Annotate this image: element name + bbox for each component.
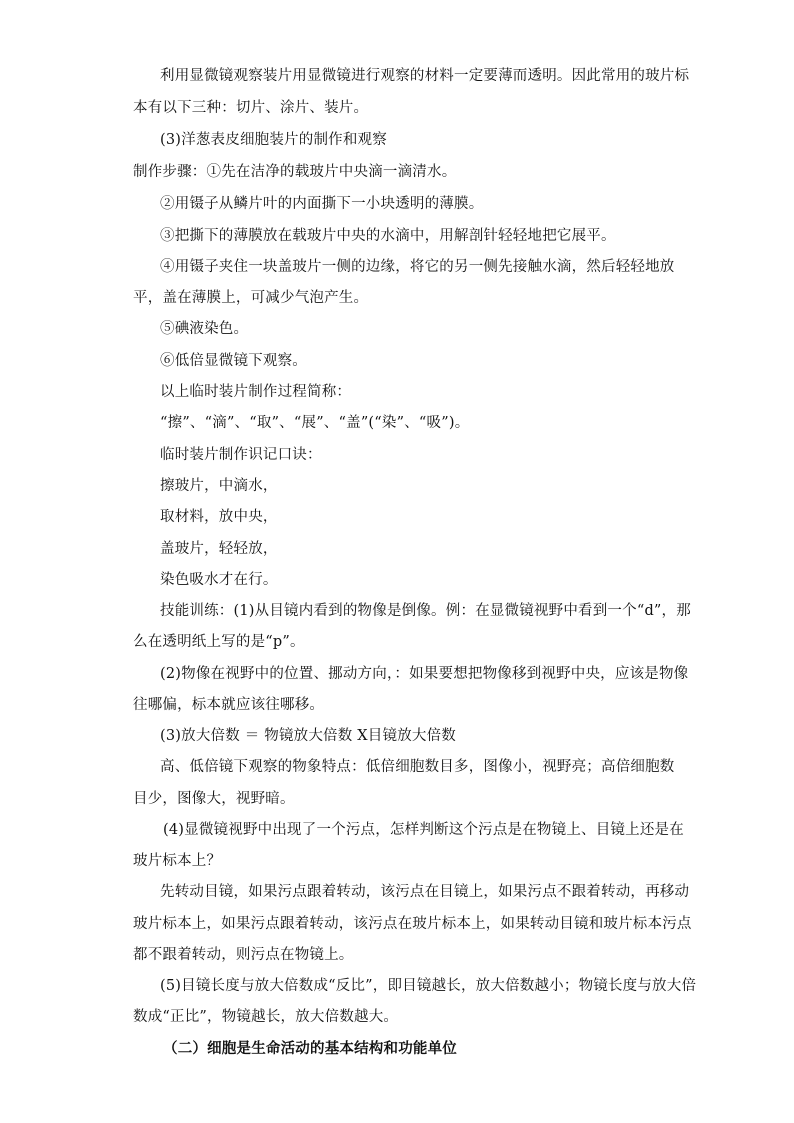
paragraph-line: (5)目镜长度与放大倍数成“反比”，即目镜越长，放大倍数越小；物镜长度与放大倍 <box>160 978 697 994</box>
question-line: (4)显微镜视野中出现了一个污点，怎样判断这个污点是在物镜上、目镜上还是在 <box>163 822 684 838</box>
paragraph-line: 先转动目镜，如果污点跟着转动，该污点在目镜上，如果污点不跟着转动，再移动 <box>160 884 690 900</box>
step-item: ③把撕下的薄膜放在载玻片中央的水滴中，用解剖针轻轻地把它展平。 <box>160 228 616 244</box>
step-item: ⑤碘液染色。 <box>160 321 249 337</box>
paragraph-line: 临时装片制作识记口诀： <box>160 447 322 463</box>
paragraph-line: 以上临时装片制作过程简称： <box>160 384 352 400</box>
step-item: ②用镊子从鳞片叶的内面撕下一小块透明的薄膜。 <box>160 196 484 212</box>
paragraph-line: 技能训练：(1)从目镜内看到的物像是倒像。例：在显微镜视野中看到一个“d”，那 <box>160 603 691 619</box>
paragraph-line: 平，盖在薄膜上，可减少气泡产生。 <box>133 290 369 306</box>
mnemonic-line: 盖玻片，轻轻放， <box>160 541 278 557</box>
paragraph-line: 制作步骤：①先在洁净的载玻片中央滴一滴清水。 <box>133 164 457 180</box>
mnemonic-line: 取材料，放中央， <box>160 509 278 525</box>
step-item: ⑥低倍显微镜下观察。 <box>160 353 307 369</box>
section-title: （二）细胞是生命活动的基本结构和功能单位 <box>163 1040 457 1057</box>
paragraph-line: 数成“正比”，物镜越长，放大倍数越大。 <box>133 1009 399 1025</box>
paragraph-line: 玻片标本上，如果污点跟着转动，该污点在玻片标本上，如果转动目镜和玻片标本污点 <box>133 916 692 932</box>
step-item: ④用镊子夹住一块盖玻片一侧的边缘，将它的另一侧先接触水滴，然后轻轻地放 <box>160 259 675 275</box>
paragraph-line: 往哪偏，标本就应该往哪移。 <box>133 697 325 713</box>
mnemonic-line: 染色吸水才在行。 <box>160 572 278 588</box>
paragraph-line: 高、低倍镜下观察的物象特点：低倍细胞数目多，图像小，视野亮；高倍细胞数 <box>160 759 675 775</box>
paragraph-line: 么在透明纸上写的是“p”。 <box>133 634 305 650</box>
paragraph-line: 本有以下三种：切片、涂片、装片。 <box>133 100 369 116</box>
paragraph-line: 目少，图像大，视野暗。 <box>133 791 295 807</box>
section-heading: (3)洋葱表皮细胞装片的制作和观察 <box>160 132 387 148</box>
paragraph-line: 都不跟着转动，则污点在物镜上。 <box>133 947 354 963</box>
question-line: 玻片标本上？ <box>133 853 222 869</box>
paragraph-line: “擦”、“滴”、“取”、“展”、“盖”(“染”、“吸”)。 <box>160 415 470 431</box>
formula-line: (3)放大倍数 ＝ 物镜放大倍数 X目镜放大倍数 <box>160 728 456 744</box>
paragraph-line: (2)物像在视野中的位置、挪动方向，：如果要想把物像移到视野中央，应该是物像 <box>160 666 689 682</box>
paragraph-line: 利用显微镜观察装片用显微镜进行观察的材料一定要薄而透明。因此常用的玻片标 <box>160 68 690 84</box>
mnemonic-line: 擦玻片，中滴水， <box>160 478 278 494</box>
